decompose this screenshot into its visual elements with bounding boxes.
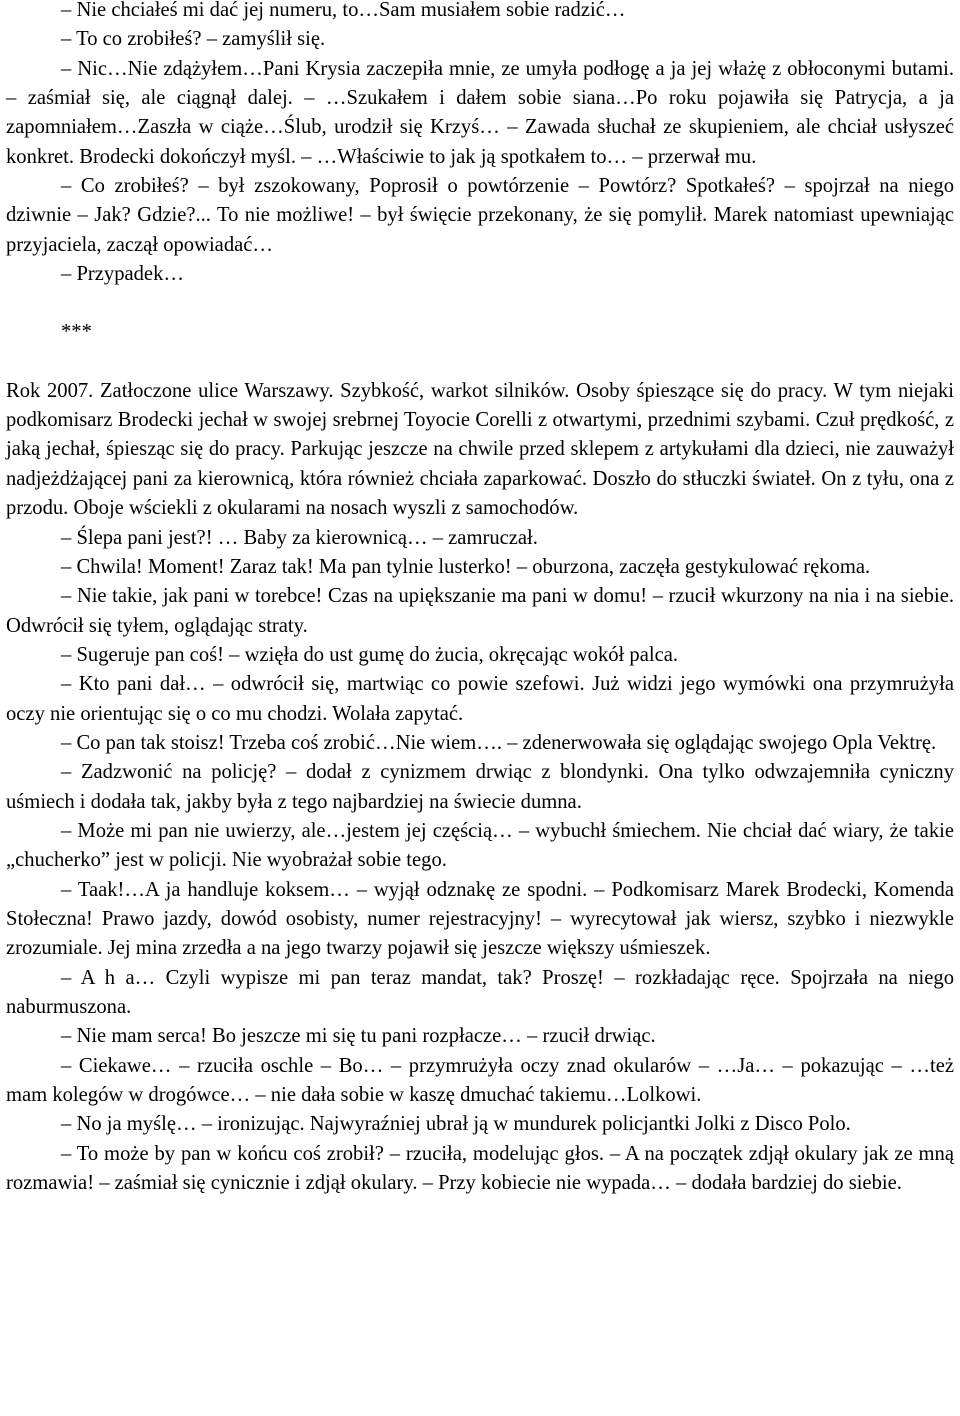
paragraph: – Co pan tak stoisz! Trzeba coś zrobić…Nie wiem…. – zdenerwowała się oglądając swojego Opla Vektrę. [61, 731, 937, 754]
paragraph: – Kto pani dał… – odwrócił się, martwiąc co powie szefowi. Już widzi jego wymówki ona przymrużyła oczy nie orientując się o co mu chodzi. Wolała zapytać. [6, 673, 954, 725]
paragraph: – Ślepa pani jest?! … Baby za kierownicą… – zamruczał. [61, 526, 538, 549]
paragraph: – Co zrobiłeś? – był zszokowany, Poprosił o powtórzenie – Powtórz? Spotkałeś? – spojrzał na niego dziwnie – Jak? Gdzie?... To nie możliwe! – był święcie przekonany, że się pomylił. Marek natomiast upewniając przyjaciela, zaczął opowiadać… [6, 175, 954, 256]
paragraph: – Nie takie, jak pani w torebce! Czas na upiększanie ma pani w domu! – rzucił wkurzony na nia i na siebie. Odwrócił się tyłem, oglądając straty. [6, 585, 954, 637]
paragraph: – Ciekawe… – rzuciła oschle – Bo… – przymrużyła oczy znad okularów – …Ja… – pokazując – …też mam kolegów w drogówce… – nie dała sobie w kaszę dmuchać takiemu…Lolkowi. [6, 1054, 954, 1107]
paragraph: – No ja myślę… – ironizując. Najwyraźniej ubrał ją w mundurek policjantki Jolki z Disco Polo. [61, 1113, 851, 1136]
paragraph: – To co zrobiłeś? – zamyślił się. [61, 28, 326, 51]
paragraph: – A h a… Czyli wypisze mi pan teraz mandat, tak? Proszę! – rozkładając ręce. Spojrzała na niego naburmuszona. [6, 966, 954, 1018]
paragraph: – Taak!…A ja handluje koksem… – wyjął odznakę ze spodni. – Podkomisarz Marek Brodecki, Komenda Stołeczna! Prawo jazdy, dowód osobisty, numer rejestracyjny! – wyrecytował jak wiersz, szybko i niezwykle zrozumiale. Jej mina zrzedła a na jego twarzy pojawił się jeszcze większy uśmieszek. [6, 878, 954, 960]
paragraph: – To może by pan w końcu coś zrobił? – rzuciła, modelując głos. – A na początek zdjął okulary jak ze mną rozmawia! – zaśmiał się cynicznie i zdjął okulary. – Przy kobiecie nie wypada… – dodała bardziej do siebie. [6, 1142, 954, 1195]
paragraph: – Sugeruje pan coś! – wzięła do ust gumę do żucia, okręcając wokół palca. [61, 643, 679, 666]
document-page [6, 0, 954, 1198]
paragraph: – Przypadek… [61, 263, 184, 286]
paragraph: – Chwila! Moment! Zaraz tak! Ma pan tylnie lusterko! – oburzona, zaczęła gestykulować rękoma. [61, 555, 871, 578]
paragraph: Rok 2007. Zatłoczone ulice Warszawy. Szybkość, warkot silników. Osoby śpieszące się do pracy. W tym niejaki podkomisarz Brodecki jechał w swojej srebrnej Toyocie Corelli z otwartymi, przednimi szybami. Czuł prędkość, z jaką jechał, śpiesząc się do pracy. Parkując jeszcze na chwile przed sklepem z artykułami dla dzieci, nie zauważył nadjeżdżającej pani za kierownicą, która również chciała zaparkować. Doszło do stłuczki świateł. On z tyłu, ona z przodu. Oboje wściekli z okularami na nosach wyszli z samochodów. [6, 379, 954, 520]
paragraph: – Nie mam serca! Bo jeszcze mi się tu pani rozpłacze… – rzucił drwiąc. [61, 1025, 656, 1048]
paragraph: – Zadzwonić na policję? – dodał z cynizmem drwiąc z blondynki. Ona tylko odwzajemniła cyniczny uśmiech i dodała tak, jakby była z tego najbardziej na świecie dumna. [6, 761, 954, 813]
section-separator: *** [61, 321, 92, 344]
paragraph: – Nic…Nie zdążyłem…Pani Krysia zaczepiła mnie, ze umyła podłogę a ja jej włażę z obłoconymi butami. – zaśmiał się, ale ciągnął dalej. – …Szukałem i dałem sobie siana…Po roku pojawiła się Patrycja, a ja zapomniałem…Zaszła w ciąże…Ślub, urodził się Krzyś… – Zawada słuchał ze skupieniem, ale chciał usłyszeć konkret. Brodecki dokończył myśl. – …Właściwie to jak ją spotkałem to… – przerwał mu. [6, 57, 954, 168]
paragraph: – Może mi pan nie uwierzy, ale…jestem jej częścią… – wybuchł śmiechem. Nie chciał dać wiary, że takie „chucherko” jest w policji. Nie wyobrażał sobie tego. [6, 819, 954, 872]
paragraph: – Nie chciałeś mi dać jej numeru, to…Sam musiałem sobie radzić… [61, 0, 626, 21]
